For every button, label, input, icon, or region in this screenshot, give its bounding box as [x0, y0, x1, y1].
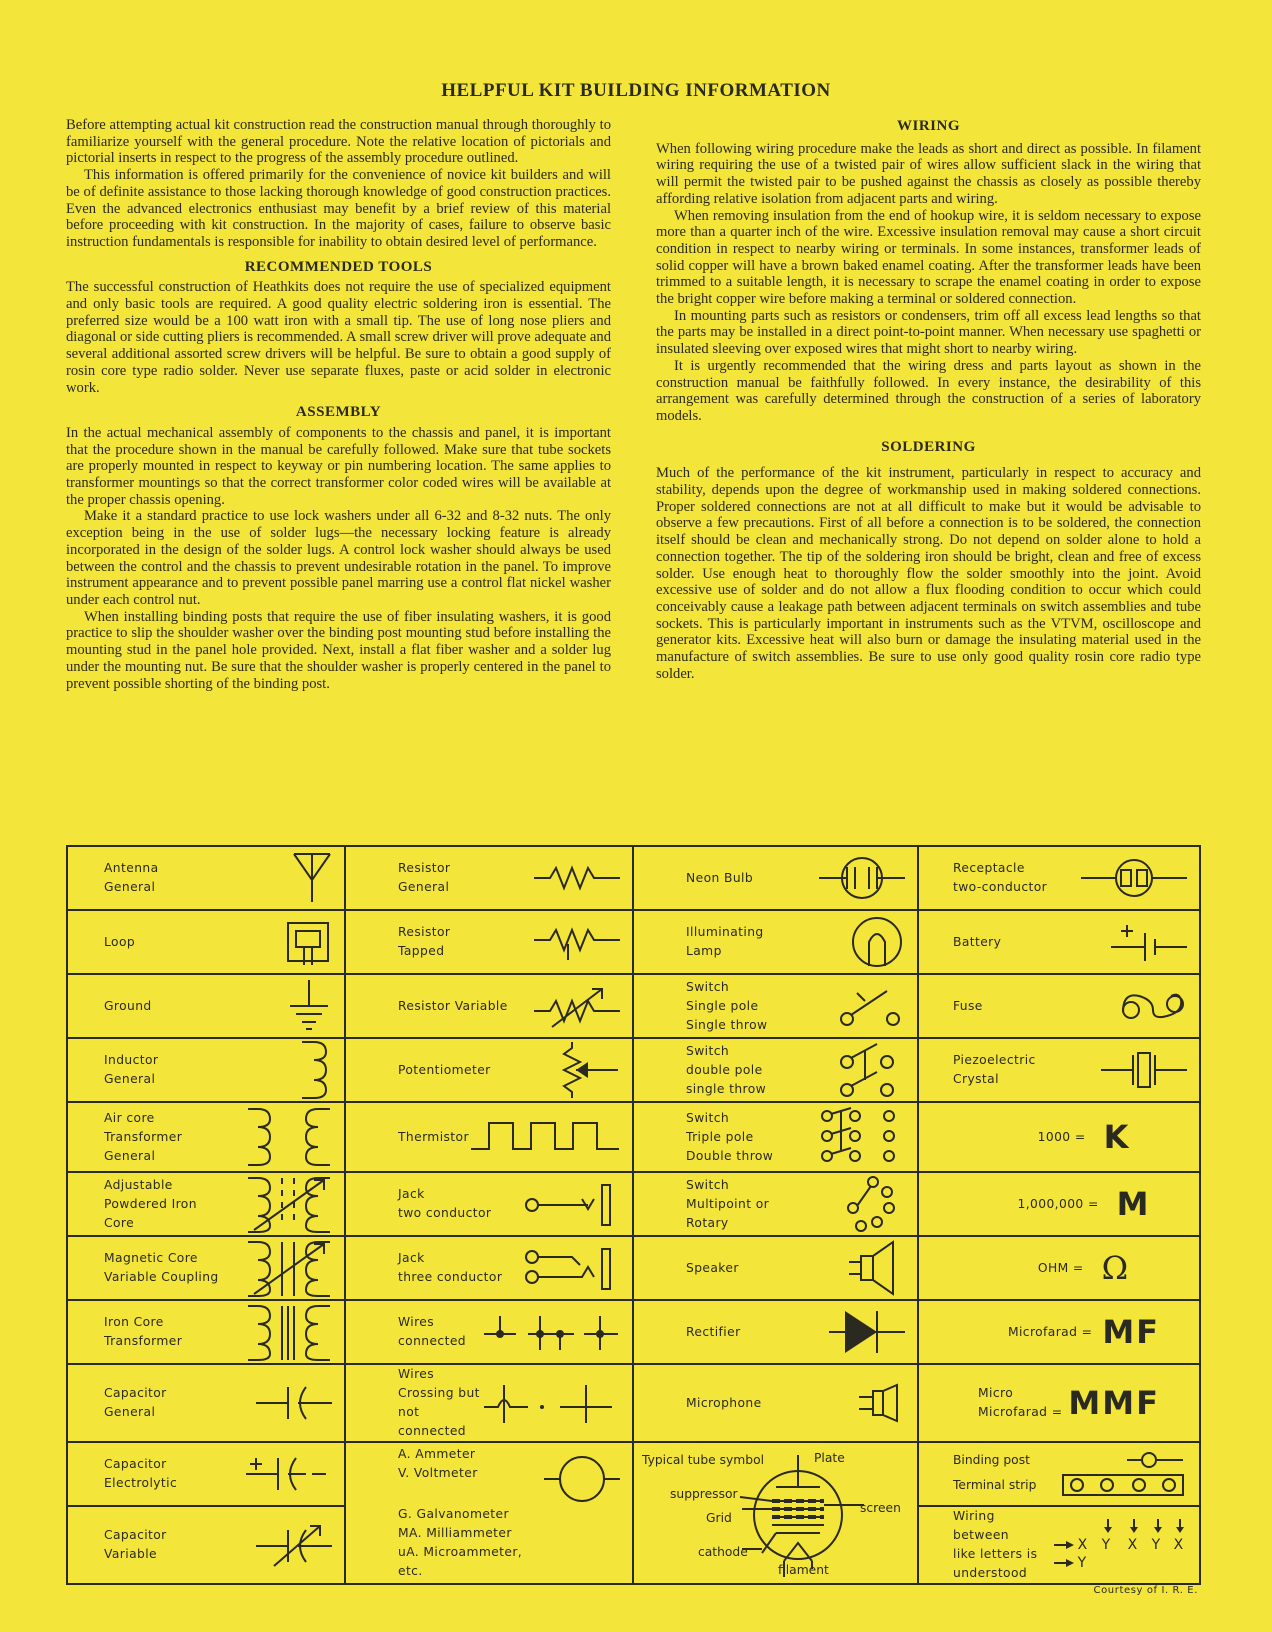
inductor-icon	[294, 1040, 334, 1100]
wiring-paragraph-3: In mounting parts such as resistors or condensers, trim off all excess lead lengths so that the parts may be installed in a direct point-to-point manner. When necessary use spaghetti or insulated sleeving over exposed wires that might short to nearby wiring.	[656, 307, 1201, 358]
symbol-label: Illuminating Lamp	[686, 925, 764, 958]
letter: Y	[1077, 1555, 1087, 1571]
receptacle-icon	[1079, 856, 1189, 900]
meter-label-2: G. Galvanometer MA. Milliammeter uA. Microammeter, etc.	[398, 1507, 523, 1578]
symbol-label: Antenna General	[104, 861, 159, 894]
symbol-label: Rectifier	[686, 1324, 741, 1339]
symbol-label: Jack three conductor	[398, 1251, 503, 1284]
fuse-icon	[1119, 986, 1189, 1026]
potentiometer-icon	[542, 1040, 622, 1100]
ohm-symbol: Ω	[1101, 1249, 1131, 1287]
symbol-label: Capacitor General	[104, 1386, 167, 1419]
symbol-label: Capacitor Variable	[104, 1528, 167, 1561]
variable-resistor-icon	[532, 981, 622, 1031]
assembly-paragraph-1: In the actual mechanical assembly of components to the chassis and panel, it is important that the procedure shown in the manual be carefully followed. Make sure that tube sockets are properly mounted in respect to keyway or pin numbering location. The same applies to transformer mountings so that the correct transformer color coded wires will be available at the proper chassis opening.	[66, 424, 611, 508]
iron-core-transformer-icon	[244, 1302, 334, 1362]
symbol-label: Switch double pole single throw	[686, 1043, 767, 1096]
two-conductor-jack-icon	[522, 1179, 622, 1229]
courtesy-note: Courtesy of I. R. E.	[1093, 1585, 1198, 1596]
symbol-label: Magnetic Core Variable Coupling	[104, 1251, 219, 1284]
antenna-icon	[290, 850, 334, 906]
symbol-label: Switch Triple pole Double throw	[686, 1110, 774, 1163]
tapped-resistor-icon	[532, 922, 622, 962]
symbol-label: Piezoelectric Crystal	[953, 1053, 1036, 1086]
binding-post-icon	[1097, 1450, 1187, 1470]
symbol-label: Wires Crossing but not connected	[398, 1367, 480, 1438]
symbol-label: Resistor Variable	[398, 998, 508, 1013]
dpst-switch-icon	[837, 1040, 907, 1100]
assembly-paragraph-3: When installing binding posts that require the use of fiber insulating washers, it is good practice to slip the shoulder washer over the binding post mounting stud before installing the mounting stud in the panel hole provided. Next, install a flat fiber washer and a solder lug under the mounting nut. Be sure that the shoulder washer is properly centered in the panel to prevent possible shorting of the binding post.	[66, 608, 611, 692]
resistor-icon	[532, 863, 622, 893]
meter-label-1: A. Ammeter V. Voltmeter	[398, 1447, 478, 1480]
tube-title: Typical tube symbol	[642, 1453, 765, 1467]
cathode-label: cathode	[698, 1545, 748, 1559]
binding-post-label: Binding post	[953, 1453, 1030, 1467]
symbol-label: Ground	[104, 998, 152, 1013]
air-core-transformer-icon	[244, 1105, 334, 1169]
symbol-label: Resistor General	[398, 861, 451, 894]
symbol-label: Jack two conductor	[398, 1187, 492, 1220]
spst-switch-icon	[837, 981, 907, 1031]
right-column	[656, 117, 1201, 683]
symbol-label: Switch Multipoint or Rotary	[686, 1177, 770, 1230]
symbol-label: Microphone	[686, 1395, 762, 1410]
symbol-label: Capacitor Electrolytic	[104, 1457, 178, 1490]
symbol-label: 1,000,000 =	[1017, 1196, 1099, 1211]
symbol-label: Switch Single pole Single throw	[686, 979, 768, 1032]
crystal-icon	[1099, 1045, 1189, 1095]
like-letters-diagram	[1052, 1517, 1187, 1573]
symbol-label: 1000 =	[1037, 1129, 1086, 1144]
intro-paragraph-1: Before attempting actual kit construction read the construction manual through thoroughly to familiarize yourself with the general procedure. Note the relative location of pictorials and pictorial inserts in respect to the progress of the assembly procedure outlined.	[66, 117, 611, 167]
variable-capacitor-icon	[254, 1520, 334, 1570]
wiring-paragraph-1: When following wiring procedure make the leads as short and direct as possible. In filament wiring requiring the use of a twisted pair of wires allow sufficient slack in the wiring that will permit the twisted pair to be pushed against the chassis as closely as possible thereby affording relative isolation from adjacent parts and wiring.	[656, 140, 1201, 207]
left-column	[66, 117, 611, 692]
k-symbol: K	[1103, 1118, 1131, 1156]
mf-symbol: MF	[1102, 1313, 1161, 1351]
like-letters-arrows-icon	[1052, 1517, 1192, 1573]
grid-label: Grid	[706, 1511, 732, 1525]
symbol-label: Fuse	[953, 998, 983, 1013]
tube-symbol-cell	[634, 1449, 917, 1577]
wiring-heading: WIRING	[896, 118, 960, 134]
speaker-icon	[847, 1240, 907, 1296]
lamp-icon	[847, 914, 907, 970]
symbol-label: Adjustable Powdered Iron Core	[104, 1177, 197, 1230]
tools-heading: RECOMMENDED TOOLS	[244, 258, 433, 275]
terminal-strip-icon	[1061, 1472, 1187, 1498]
powdered-iron-core-icon	[244, 1174, 334, 1234]
meter-labels	[398, 1445, 542, 1581]
letter: X	[1077, 1537, 1088, 1553]
symbol-label: Resistor Tapped	[398, 925, 451, 958]
symbol-label: Battery	[953, 934, 1002, 949]
variable-coupling-icon	[244, 1238, 334, 1298]
letter: Y	[1151, 1537, 1161, 1553]
tools-paragraph: The successful construction of Heathkits does not require the use of specialized equipment and only basic tools are required. A good quality electric soldering iron is essential. The preferred size would be a 100 watt iron with a small tip. The use of long nose pliers and diagonal or side cutting pliers is recommended. A small screw driver will prove adequate and several additional assorted screw drivers will be helpful. Be sure to obtain a good supply of rosin core type radio solder. Never use separate fluxes, paste or acid solder in electronic work.	[66, 279, 611, 396]
symbol-label: Wires connected	[398, 1315, 466, 1348]
m-symbol: M	[1116, 1185, 1151, 1223]
symbol-label: Thermistor	[398, 1129, 469, 1144]
symbol-table	[66, 845, 1201, 1585]
soldering-paragraph: Much of the performance of the kit instrument, particularly in respect to accuracy and stability, depends upon the degree of workmanship used in making soldered connections. Proper soldered connections are not at all difficult to make but it would be advisable to observe a few precautions. First of all before a connection is to be soldered, the connection itself should be clean and mechanically strong. Do not depend on solder alone to hold a connection together. The tip of the soldering iron should be bright, clean and free of excess solder. Use enough heat to thoroughly flow the solder smoothly into the joint. Avoid excessive use of solder and do not allow a flux flooding condition to occur which could conceivably cause a leakage path between adjacent terminals on switch assemblies and tube sockets. This is particularly important in instruments such as the VTVM, oscilloscope and generator kits. Excessive heat will also burn or damage the insulating material used in the manufacture of switch assemblies. Be sure to use only good quality rosin core radio type solder.	[656, 465, 1201, 682]
symbol-label: Microfarad =	[1007, 1324, 1093, 1339]
thermistor-icon	[469, 1117, 629, 1157]
meter-icon	[542, 1453, 622, 1563]
symbol-label: Neon Bulb	[686, 870, 754, 885]
three-conductor-jack-icon	[522, 1243, 622, 1293]
tube-icon	[714, 1449, 914, 1577]
symbol-label: Loop	[104, 934, 136, 949]
symbol-label: Micro Microfarad =	[978, 1386, 1063, 1419]
plate-label: Plate	[814, 1451, 845, 1465]
wiring-paragraph-2: When removing insulation from the end of hookup wire, it is seldom necessary to expose more than a quarter inch of the wire. Excessive insulation removal may cause a short circuit condition in respect to nearby wiring or terminals. In some instances, transformer leads of solid copper will have a brown baked enamel coating. After the transformer leads have been trimmed to a suitable length, it is necessary to scrape the enamel coating in order to expose the bright copper wire before making a terminal or soldered connection.	[656, 207, 1201, 308]
intro-paragraph-2: This information is offered primarily for the convenience of novice kit builders and will be of definite assistance to those lacking thorough knowledge of good construction practices. Even the advanced electronics enthusiast may benefit by a brief review of this material before proceeding with kit construction. In the majority of cases, failure to observe basic instruction fundamentals is responsible for inability to obtain desired level of performance.	[66, 167, 611, 250]
assembly-paragraph-2: Make it a standard practice to use lock washers under all 6-32 and 8-32 nuts. The only exception being in the use of solder lugs—the necessary locking feature is already incorporated in the design of the solder lugs. A control lock washer should always be used between the control and the chassis to prevent undesirable rotation in the panel. To improve instrument appearance and to prevent possible panel marring use a control flat nickel washer under each control nut.	[66, 508, 611, 608]
screen-label: screen	[860, 1501, 901, 1515]
letter: X	[1173, 1537, 1184, 1553]
assembly-heading: ASSEMBLY	[295, 404, 382, 421]
symbol-label: Potentiometer	[398, 1062, 491, 1077]
rotary-switch-icon	[837, 1174, 907, 1234]
symbol-label: Speaker	[686, 1260, 739, 1275]
suppressor-label: suppressor	[670, 1487, 738, 1501]
electrolytic-capacitor-icon	[244, 1452, 334, 1496]
symbol-label: OHM =	[1037, 1260, 1084, 1275]
terminal-strip-label: Terminal strip	[953, 1478, 1037, 1492]
symbol-label: Receptacle two-conductor	[953, 861, 1048, 894]
loop-icon	[284, 917, 334, 967]
symbol-label: Iron Core Transformer	[104, 1315, 183, 1348]
soldering-heading: SOLDERING	[881, 438, 976, 455]
rectifier-icon	[827, 1307, 907, 1357]
wires-crossing-icon	[482, 1381, 622, 1425]
microphone-icon	[857, 1383, 907, 1423]
like-letters-label: Wiring between like letters is understood	[953, 1509, 1038, 1580]
letter: Y	[1101, 1537, 1111, 1553]
mmf-symbol: MMF	[1068, 1384, 1160, 1422]
letter: X	[1127, 1537, 1138, 1553]
neon-bulb-icon	[817, 853, 907, 903]
page-title: HELPFUL KIT BUILDING INFORMATION	[441, 80, 831, 101]
symbol-label: Air core Transformer General	[104, 1110, 183, 1163]
filament-label: filament	[778, 1563, 829, 1577]
symbol-label: Inductor General	[104, 1053, 159, 1086]
capacitor-icon	[254, 1381, 334, 1425]
tpdt-switch-icon	[817, 1106, 907, 1168]
ground-icon	[284, 978, 334, 1034]
battery-icon	[1109, 919, 1189, 965]
wiring-paragraph-4: It is urgently recommended that the wiring dress and parts layout as shown in the construction manual be faithfully followed. In every instance, the desirability of this arrangement was carefully determined through the construction of a series of laboratory models.	[656, 357, 1201, 424]
wires-connected-icon	[482, 1310, 622, 1354]
